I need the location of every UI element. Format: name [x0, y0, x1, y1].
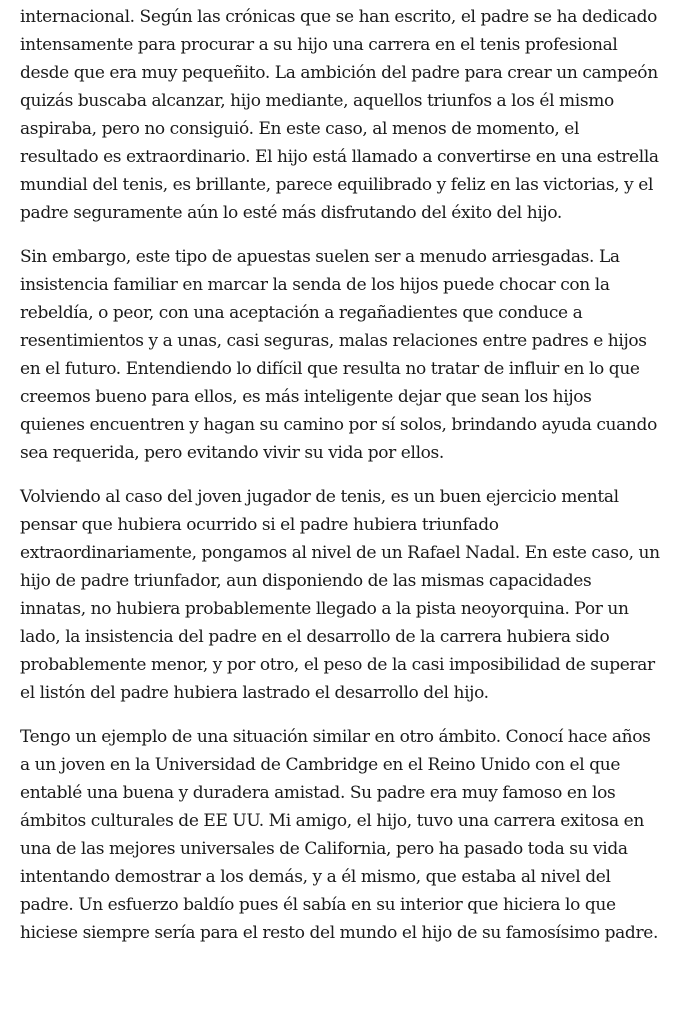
- article-paragraph: internacional. Según las crónicas que se han escrito, el padre se ha dedicado intensamente para procurar a su hijo una carrera en el tenis profesional desde que era muy pequeñito. La ambición del padre para crear un campeón quizás buscaba alcanzar, hijo mediante, aquellos triunfos a los él mismo aspiraba, pero no consiguió. En este caso, al menos de momento, el resultado es extraordinario. El hijo está llamado a convertirse en una estrella mundial del tenis, es brillante, parece equilibrado y feliz en las victorias, y el padre seguramente aún lo esté más disfrutando del éxito del hijo.: [20, 7, 659, 223]
- article-paragraph: Tengo un ejemplo de una situación similar en otro ámbito. Conocí hace años a un joven en la Universidad de Cambridge en el Reino Unido con el que entablé una buena y duradera amistad. Su padre era muy famoso en los ámbitos culturales de EE UU. Mi amigo, el hijo, tuvo una carrera exitosa en una de las mejores universales de California, pero ha pasado toda su vida intentando demostrar a los demás, y a él mismo, que estaba al nivel del padre. Un esfuerzo baldío pues él sabía en su interior que hiciera lo que hiciese siempre sería para el resto del mundo el hijo de su famosísimo padre.: [20, 727, 659, 943]
- article-paragraph: Sin embargo, este tipo de apuestas suelen ser a menudo arriesgadas. La insistencia familiar en marcar la senda de los hijos puede chocar con la rebeldía, o peor, con una aceptación a regañadientes que conduce a resentimientos y a unas, casi seguras, malas relaciones entre padres e hijos en el futuro. Entendiendo lo difícil que resulta no tratar de influir en lo que creemos bueno para ellos, es más inteligente dejar que sean los hijos quienes encuentren y hagan su camino por sí solos, brindando ayuda cuando sea requerida, pero evitando vivir su vida por ellos.: [20, 247, 657, 463]
- article-paragraph: Volviendo al caso del joven jugador de tenis, es un buen ejercicio mental pensar que hubiera ocurrido si el padre hubiera triunfado extraordinariamente, pongamos al nivel de un Rafael Nadal. En este caso, un hijo de padre triunfador, aun disponiendo de las mismas capacidades innatas, no hubiera probablemente llegado a la pista neoyorquina. Por un lado, la insistencia del padre en el desarrollo de la carrera hubiera sido probablemente menor, y por otro, el peso de la casi imposibilidad de superar el listón del padre hubiera lastrado el desarrollo del hijo.: [20, 487, 660, 703]
